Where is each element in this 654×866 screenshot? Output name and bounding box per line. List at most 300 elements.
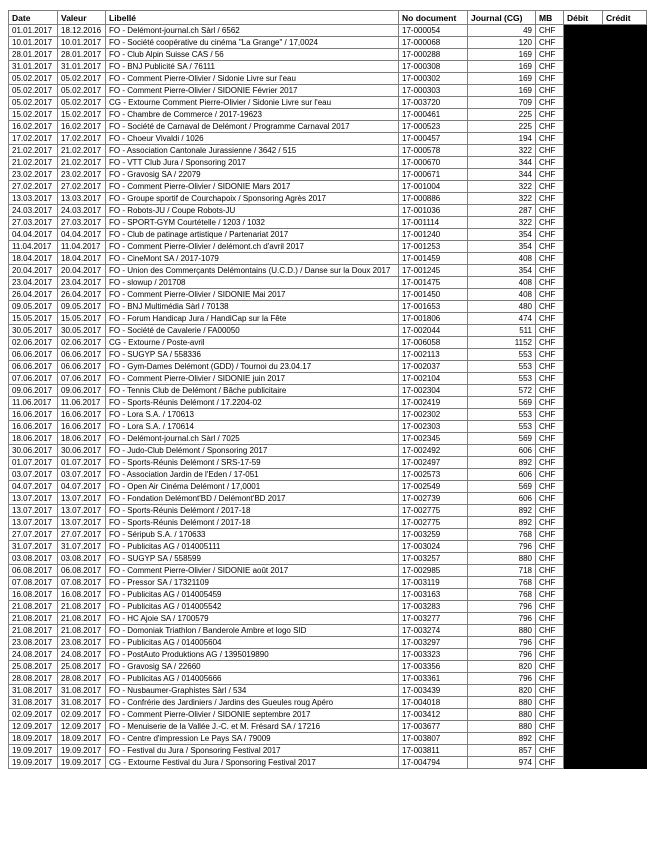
no-document-cell: 17-000886 [399, 193, 468, 205]
debit-cell [564, 349, 603, 361]
no-document-cell: 17-002573 [399, 469, 468, 481]
valeur-cell: 25.08.2017 [58, 661, 106, 673]
table-row [9, 613, 647, 625]
date-cell: 03.07.2017 [9, 469, 58, 481]
mb-cell: CHF [536, 577, 564, 589]
journal-cg-cell: 225 [468, 121, 536, 133]
no-document-cell: 17-003361 [399, 673, 468, 685]
valeur-cell: 06.08.2017 [58, 565, 106, 577]
date-cell: 28.01.2017 [9, 49, 58, 61]
credit-cell [603, 253, 647, 265]
debit-cell [564, 493, 603, 505]
credit-cell [603, 205, 647, 217]
journal-cg-cell: 880 [468, 697, 536, 709]
journal-cg-cell: 322 [468, 181, 536, 193]
journal-cg-cell: 120 [468, 37, 536, 49]
mb-cell: CHF [536, 145, 564, 157]
column-header-debit: Débit [564, 11, 603, 25]
no-document-cell: 17-002739 [399, 493, 468, 505]
date-cell: 23.02.2017 [9, 169, 58, 181]
libelle-cell: FO - Gravosig SA / 22660 [106, 661, 399, 673]
mb-cell: CHF [536, 361, 564, 373]
date-cell: 04.07.2017 [9, 481, 58, 493]
credit-cell [603, 397, 647, 409]
mb-cell: CHF [536, 205, 564, 217]
no-document-cell: 17-004018 [399, 697, 468, 709]
mb-cell: CHF [536, 613, 564, 625]
date-cell: 05.02.2017 [9, 73, 58, 85]
journal-cg-cell: 354 [468, 265, 536, 277]
mb-cell: CHF [536, 241, 564, 253]
credit-cell [603, 181, 647, 193]
table-row [9, 673, 647, 685]
credit-cell [603, 193, 647, 205]
table-row [9, 25, 647, 37]
credit-cell [603, 49, 647, 61]
mb-cell: CHF [536, 61, 564, 73]
table-row [9, 661, 647, 673]
libelle-cell: FO - Société de Carnaval de Delémont / Programme Carnaval 2017 [106, 121, 399, 133]
journal-cg-cell: 1152 [468, 337, 536, 349]
no-document-cell: 17-000523 [399, 121, 468, 133]
credit-cell [603, 61, 647, 73]
libelle-cell: FO - Nusbaumer-Graphistes Sàrl / 534 [106, 685, 399, 697]
credit-cell [603, 577, 647, 589]
mb-cell: CHF [536, 709, 564, 721]
libelle-cell: FO - SUGYP SA / 558336 [106, 349, 399, 361]
credit-cell [603, 421, 647, 433]
mb-cell: CHF [536, 109, 564, 121]
debit-cell [564, 505, 603, 517]
journal-cg-cell: 768 [468, 529, 536, 541]
no-document-cell: 17-001450 [399, 289, 468, 301]
table-row [9, 349, 647, 361]
no-document-cell: 17-001459 [399, 253, 468, 265]
table-row [9, 397, 647, 409]
mb-cell: CHF [536, 73, 564, 85]
mb-cell: CHF [536, 673, 564, 685]
credit-cell [603, 289, 647, 301]
no-document-cell: 17-001036 [399, 205, 468, 217]
no-document-cell: 17-002985 [399, 565, 468, 577]
credit-cell [603, 469, 647, 481]
debit-cell [564, 613, 603, 625]
table-row [9, 577, 647, 589]
libelle-cell: FO - Comment Pierre-Olivier / delémont.ch d'avril 2017 [106, 241, 399, 253]
date-cell: 03.08.2017 [9, 553, 58, 565]
valeur-cell: 07.06.2017 [58, 373, 106, 385]
debit-cell [564, 553, 603, 565]
date-cell: 07.08.2017 [9, 577, 58, 589]
credit-cell [603, 457, 647, 469]
no-document-cell: 17-003024 [399, 541, 468, 553]
libelle-cell: FO - Comment Pierre-Olivier / SIDONIE Mars 2017 [106, 181, 399, 193]
date-cell: 15.02.2017 [9, 109, 58, 121]
libelle-cell: FO - VTT Club Jura / Sponsoring 2017 [106, 157, 399, 169]
no-document-cell: 17-000671 [399, 169, 468, 181]
no-document-cell: 17-003274 [399, 625, 468, 637]
libelle-cell: FO - Robots-JU / Coupe Robots-JU [106, 205, 399, 217]
journal-cg-cell: 892 [468, 517, 536, 529]
libelle-cell: FO - Groupe sportif de Courchapoix / Sponsoring Agrès 2017 [106, 193, 399, 205]
no-document-cell: 17-002775 [399, 505, 468, 517]
no-document-cell: 17-002497 [399, 457, 468, 469]
debit-cell [564, 97, 603, 109]
libelle-cell: FO - Publicitas AG / 014005542 [106, 601, 399, 613]
credit-cell [603, 349, 647, 361]
debit-cell [564, 721, 603, 733]
table-row [9, 169, 647, 181]
valeur-cell: 11.04.2017 [58, 241, 106, 253]
table-row [9, 541, 647, 553]
no-document-cell: 17-003257 [399, 553, 468, 565]
libelle-cell: FO - Comment Pierre-Olivier / SIDONIE Mai 2017 [106, 289, 399, 301]
no-document-cell: 17-003323 [399, 649, 468, 661]
debit-cell [564, 577, 603, 589]
mb-cell: CHF [536, 217, 564, 229]
libelle-cell: FO - Domoniak Triathlon / Banderole Ambre et logo SID [106, 625, 399, 637]
table-row [9, 517, 647, 529]
valeur-cell: 09.06.2017 [58, 385, 106, 397]
journal-cg-cell: 49 [468, 25, 536, 37]
valeur-cell: 21.08.2017 [58, 625, 106, 637]
date-cell: 21.08.2017 [9, 601, 58, 613]
debit-cell [564, 37, 603, 49]
debit-cell [564, 673, 603, 685]
journal-cg-cell: 169 [468, 61, 536, 73]
table-row [9, 337, 647, 349]
debit-cell [564, 133, 603, 145]
no-document-cell: 17-003119 [399, 577, 468, 589]
journal-cg-cell: 480 [468, 301, 536, 313]
libelle-cell: FO - Association Cantonale Jurassienne / 3642 / 515 [106, 145, 399, 157]
mb-cell: CHF [536, 637, 564, 649]
table-row [9, 445, 647, 457]
credit-cell [603, 409, 647, 421]
credit-cell [603, 565, 647, 577]
date-cell: 25.08.2017 [9, 661, 58, 673]
credit-cell [603, 37, 647, 49]
table-row [9, 85, 647, 97]
valeur-cell: 05.02.2017 [58, 85, 106, 97]
valeur-cell: 31.01.2017 [58, 61, 106, 73]
date-cell: 06.06.2017 [9, 361, 58, 373]
date-cell: 31.08.2017 [9, 697, 58, 709]
valeur-cell: 18.12.2016 [58, 25, 106, 37]
table-row [9, 229, 647, 241]
table-row [9, 637, 647, 649]
debit-cell [564, 265, 603, 277]
journal-cg-cell: 880 [468, 709, 536, 721]
debit-cell [564, 457, 603, 469]
no-document-cell: 17-002345 [399, 433, 468, 445]
table-row [9, 205, 647, 217]
mb-cell: CHF [536, 385, 564, 397]
date-cell: 10.01.2017 [9, 37, 58, 49]
table-row [9, 697, 647, 709]
no-document-cell: 17-002303 [399, 421, 468, 433]
debit-cell [564, 121, 603, 133]
valeur-cell: 23.02.2017 [58, 169, 106, 181]
no-document-cell: 17-000461 [399, 109, 468, 121]
debit-cell [564, 397, 603, 409]
libelle-cell: FO - Union des Commerçants Delémontains (U.C.D.) / Danse sur la Doux 2017 [106, 265, 399, 277]
libelle-cell: FO - Publicitas AG / 014005666 [106, 673, 399, 685]
credit-cell [603, 553, 647, 565]
no-document-cell: 17-003807 [399, 733, 468, 745]
debit-cell [564, 529, 603, 541]
journal-cg-cell: 768 [468, 589, 536, 601]
credit-cell [603, 25, 647, 37]
valeur-cell: 05.02.2017 [58, 97, 106, 109]
valeur-cell: 24.03.2017 [58, 205, 106, 217]
libelle-cell: FO - Fondation Delémont'BD / Delémont'BD 2017 [106, 493, 399, 505]
no-document-cell: 17-001253 [399, 241, 468, 253]
debit-cell [564, 661, 603, 673]
table-row [9, 277, 647, 289]
table-row [9, 553, 647, 565]
no-document-cell: 17-002549 [399, 481, 468, 493]
date-cell: 24.08.2017 [9, 649, 58, 661]
journal-cg-cell: 820 [468, 661, 536, 673]
libelle-cell: FO - Comment Pierre-Olivier / Sidonie Livre sur l'eau [106, 73, 399, 85]
debit-cell [564, 685, 603, 697]
credit-cell [603, 133, 647, 145]
credit-cell [603, 493, 647, 505]
journal-cg-cell: 287 [468, 205, 536, 217]
date-cell: 24.03.2017 [9, 205, 58, 217]
libelle-cell: FO - Open Air Cinéma Delémont / 17,0001 [106, 481, 399, 493]
date-cell: 18.04.2017 [9, 253, 58, 265]
no-document-cell: 17-004794 [399, 757, 468, 769]
table-row [9, 409, 647, 421]
credit-cell [603, 241, 647, 253]
table-row [9, 433, 647, 445]
credit-cell [603, 685, 647, 697]
journal-cg-cell: 718 [468, 565, 536, 577]
date-cell: 19.09.2017 [9, 745, 58, 757]
journal-cg-cell: 820 [468, 685, 536, 697]
no-document-cell: 17-003283 [399, 601, 468, 613]
libelle-cell: CG - Extourne Festival du Jura / Sponsoring Festival 2017 [106, 757, 399, 769]
no-document-cell: 17-003163 [399, 589, 468, 601]
valeur-cell: 31.08.2017 [58, 685, 106, 697]
date-cell: 31.07.2017 [9, 541, 58, 553]
valeur-cell: 16.02.2017 [58, 121, 106, 133]
libelle-cell: FO - PostAuto Produktions AG / 1395019890 [106, 649, 399, 661]
libelle-cell: FO - Association Jardin de l'Eden / 17-051 [106, 469, 399, 481]
table-row [9, 97, 647, 109]
journal-cg-cell: 569 [468, 433, 536, 445]
debit-cell [564, 181, 603, 193]
date-cell: 17.02.2017 [9, 133, 58, 145]
journal-cg-cell: 572 [468, 385, 536, 397]
date-cell: 05.02.2017 [9, 85, 58, 97]
libelle-cell: FO - Delémont-journal.ch Sàrl / 6562 [106, 25, 399, 37]
date-cell: 06.06.2017 [9, 349, 58, 361]
table-row [9, 61, 647, 73]
credit-cell [603, 445, 647, 457]
date-cell: 06.08.2017 [9, 565, 58, 577]
table-row [9, 157, 647, 169]
credit-cell [603, 481, 647, 493]
debit-cell [564, 541, 603, 553]
valeur-cell: 03.07.2017 [58, 469, 106, 481]
debit-cell [564, 697, 603, 709]
debit-cell [564, 373, 603, 385]
debit-cell [564, 205, 603, 217]
table-row [9, 685, 647, 697]
debit-cell [564, 253, 603, 265]
libelle-cell: FO - BNJ Publicité SA / 76111 [106, 61, 399, 73]
debit-cell [564, 517, 603, 529]
debit-cell [564, 601, 603, 613]
valeur-cell: 10.01.2017 [58, 37, 106, 49]
valeur-cell: 09.05.2017 [58, 301, 106, 313]
journal-cg-cell: 354 [468, 229, 536, 241]
debit-cell [564, 445, 603, 457]
credit-cell [603, 529, 647, 541]
date-cell: 13.07.2017 [9, 517, 58, 529]
column-header-valeur: Valeur [58, 11, 106, 25]
mb-cell: CHF [536, 697, 564, 709]
debit-cell [564, 361, 603, 373]
journal-cg-cell: 880 [468, 553, 536, 565]
journal-cg-cell: 796 [468, 673, 536, 685]
table-row [9, 325, 647, 337]
valeur-cell: 05.02.2017 [58, 73, 106, 85]
journal-cg-cell: 169 [468, 85, 536, 97]
libelle-cell: FO - Tennis Club de Delémont / Bâche publicitaire [106, 385, 399, 397]
valeur-cell: 11.06.2017 [58, 397, 106, 409]
mb-cell: CHF [536, 97, 564, 109]
journal-cg-cell: 857 [468, 745, 536, 757]
libelle-cell: FO - Club Alpin Suisse CAS / 56 [106, 49, 399, 61]
date-cell: 07.06.2017 [9, 373, 58, 385]
credit-cell [603, 625, 647, 637]
table-row [9, 505, 647, 517]
mb-cell: CHF [536, 37, 564, 49]
debit-cell [564, 709, 603, 721]
table-row [9, 625, 647, 637]
journal-cg-cell: 553 [468, 361, 536, 373]
credit-cell [603, 385, 647, 397]
mb-cell: CHF [536, 349, 564, 361]
journal-cg-cell: 194 [468, 133, 536, 145]
journal-cg-cell: 606 [468, 445, 536, 457]
valeur-cell: 18.04.2017 [58, 253, 106, 265]
column-header-libelle: Libellé [106, 11, 399, 25]
credit-cell [603, 757, 647, 769]
credit-cell [603, 313, 647, 325]
no-document-cell: 17-000457 [399, 133, 468, 145]
debit-cell [564, 589, 603, 601]
mb-cell: CHF [536, 625, 564, 637]
debit-cell [564, 145, 603, 157]
date-cell: 11.04.2017 [9, 241, 58, 253]
table-row [9, 49, 647, 61]
libelle-cell: FO - Lora S.A. / 170613 [106, 409, 399, 421]
date-cell: 05.02.2017 [9, 97, 58, 109]
mb-cell: CHF [536, 133, 564, 145]
date-cell: 13.07.2017 [9, 505, 58, 517]
table-row [9, 361, 647, 373]
valeur-cell: 31.07.2017 [58, 541, 106, 553]
date-cell: 09.06.2017 [9, 385, 58, 397]
table-row [9, 109, 647, 121]
mb-cell: CHF [536, 517, 564, 529]
journal-cg-cell: 892 [468, 505, 536, 517]
date-cell: 09.05.2017 [9, 301, 58, 313]
table-row [9, 217, 647, 229]
table-row [9, 193, 647, 205]
date-cell: 18.09.2017 [9, 733, 58, 745]
column-header-date: Date [9, 11, 58, 25]
credit-cell [603, 145, 647, 157]
debit-cell [564, 61, 603, 73]
credit-cell [603, 745, 647, 757]
debit-cell [564, 409, 603, 421]
column-header-mb: MB [536, 11, 564, 25]
valeur-cell: 20.04.2017 [58, 265, 106, 277]
journal-cg-cell: 796 [468, 601, 536, 613]
valeur-cell: 30.05.2017 [58, 325, 106, 337]
debit-cell [564, 337, 603, 349]
date-cell: 31.01.2017 [9, 61, 58, 73]
credit-cell [603, 649, 647, 661]
debit-cell [564, 301, 603, 313]
table-row [9, 649, 647, 661]
mb-cell: CHF [536, 313, 564, 325]
journal-cg-cell: 344 [468, 169, 536, 181]
mb-cell: CHF [536, 85, 564, 97]
libelle-cell: FO - Comment Pierre-Olivier / SIDONIE août 2017 [106, 565, 399, 577]
table-row [9, 145, 647, 157]
valeur-cell: 16.06.2017 [58, 421, 106, 433]
credit-cell [603, 709, 647, 721]
credit-cell [603, 169, 647, 181]
date-cell: 27.03.2017 [9, 217, 58, 229]
no-document-cell: 17-002302 [399, 409, 468, 421]
credit-cell [603, 109, 647, 121]
debit-cell [564, 241, 603, 253]
libelle-cell: FO - Club de patinage artistique / Partenariat 2017 [106, 229, 399, 241]
credit-cell [603, 733, 647, 745]
no-document-cell: 17-001245 [399, 265, 468, 277]
table-row [9, 121, 647, 133]
debit-cell [564, 73, 603, 85]
debit-cell [564, 193, 603, 205]
date-cell: 26.04.2017 [9, 289, 58, 301]
mb-cell: CHF [536, 757, 564, 769]
table-row [9, 385, 647, 397]
mb-cell: CHF [536, 661, 564, 673]
valeur-cell: 21.08.2017 [58, 613, 106, 625]
credit-cell [603, 361, 647, 373]
valeur-cell: 19.09.2017 [58, 745, 106, 757]
valeur-cell: 01.07.2017 [58, 457, 106, 469]
mb-cell: CHF [536, 445, 564, 457]
date-cell: 01.01.2017 [9, 25, 58, 37]
journal-cg-cell: 511 [468, 325, 536, 337]
mb-cell: CHF [536, 553, 564, 565]
table-row [9, 565, 647, 577]
valeur-cell: 15.05.2017 [58, 313, 106, 325]
no-document-cell: 17-002044 [399, 325, 468, 337]
debit-cell [564, 745, 603, 757]
valeur-cell: 04.07.2017 [58, 481, 106, 493]
date-cell: 23.08.2017 [9, 637, 58, 649]
